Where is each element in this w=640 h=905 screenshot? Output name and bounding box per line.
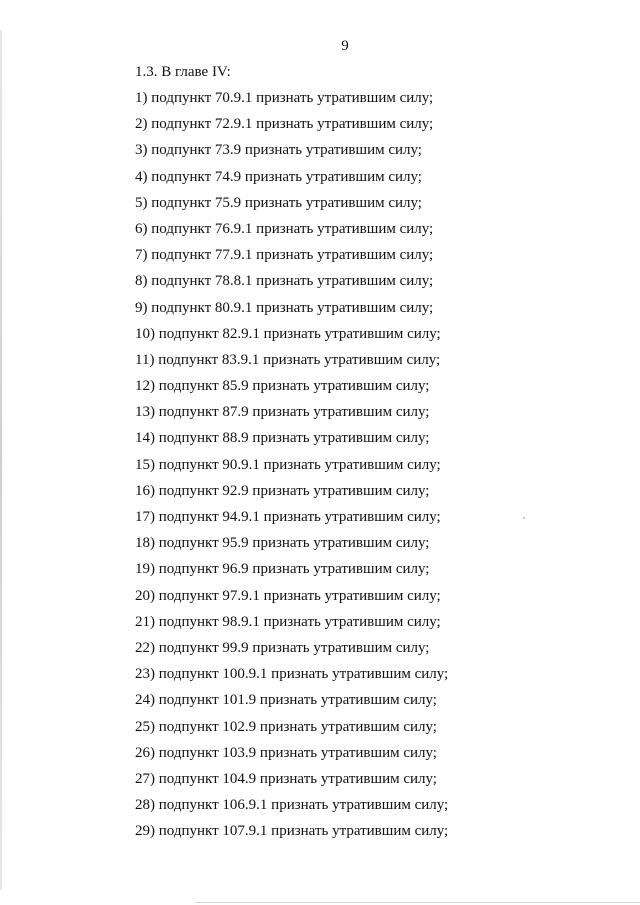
list-item: 5) подпункт 75.9 признать утратившим силу;	[135, 194, 422, 211]
list-item: 8) подпункт 78.8.1 признать утратившим силу;	[135, 273, 434, 290]
list-item: 12) подпункт 85.9 признать утратившим силу;	[135, 378, 430, 395]
list-item: 9) подпункт 80.9.1 признать утратившим силу;	[135, 299, 434, 316]
list-item: 16) подпункт 92.9 признать утратившим силу;	[135, 482, 430, 499]
list-item: 25) подпункт 102.9 признать утратившим силу;	[135, 718, 437, 735]
list-item: 17) подпункт 94.9.1 признать утратившим силу;	[135, 509, 441, 525]
list-item: 21) подпункт 98.9.1 признать утратившим силу;	[135, 613, 441, 630]
list-item: 23) подпункт 100.9.1 признать утратившим силу;	[135, 666, 449, 683]
list-item: 13) подпункт 87.9 признать утратившим силу;	[135, 404, 430, 421]
list-item: 18) подпункт 95.9 признать утратившим силу;	[135, 535, 430, 552]
list-item: 6) подпункт 76.9.1 признать утратившим силу;	[135, 220, 434, 237]
list-item: 15) подпункт 90.9.1 признать утратившим силу;	[135, 456, 441, 473]
list-item: 1) подпункт 70.9.1 признать утратившим силу;	[135, 90, 434, 106]
scan-speck	[523, 517, 525, 519]
list-item: 19) подпункт 96.9 признать утратившим силу;	[135, 561, 430, 578]
list-item: 3) подпункт 73.9 признать утратившим силу;	[135, 142, 422, 159]
list-item: 11) подпункт 83.9.1 признать утратившим силу;	[135, 351, 441, 368]
list-item: 28) подпункт 106.9.1 признать утратившим силу;	[135, 797, 449, 814]
page-number: 9	[341, 38, 349, 54]
list-item: 2) подпункт 72.9.1 признать утратившим силу;	[135, 116, 434, 133]
list-item: 27) подпункт 104.9 признать утратившим силу;	[135, 770, 437, 787]
section-heading: 1.3. В главе IV:	[135, 64, 231, 80]
list-item: 24) подпункт 101.9 признать утратившим силу;	[135, 692, 437, 709]
amendment-list	[135, 88, 448, 847]
list-item: 20) подпункт 97.9.1 признать утратившим силу;	[135, 587, 441, 604]
list-item: 7) подпункт 77.9.1 признать утратившим силу;	[135, 247, 434, 264]
list-item: 10) подпункт 82.9.1 признать утратившим силу;	[135, 325, 441, 342]
list-item: 22) подпункт 99.9 признать утратившим силу;	[135, 639, 430, 656]
scan-edge-bottom	[195, 902, 640, 903]
list-item: 14) подпункт 88.9 признать утратившим силу;	[135, 430, 430, 447]
scan-edge-left	[0, 30, 2, 890]
list-item: 4) подпункт 74.9 признать утратившим силу;	[135, 168, 422, 185]
list-item: 26) подпункт 103.9 признать утратившим силу;	[135, 744, 437, 761]
list-item: 29) подпункт 107.9.1 признать утратившим силу;	[135, 823, 449, 840]
